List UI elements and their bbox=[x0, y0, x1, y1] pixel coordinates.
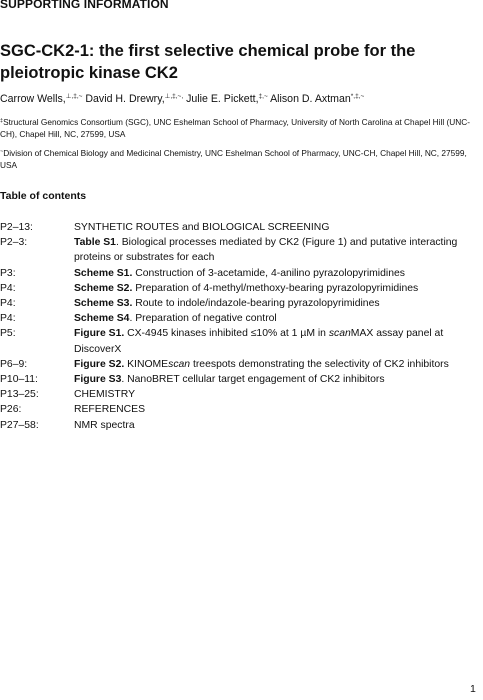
toc-entry bbox=[0, 220, 478, 235]
toc-entry bbox=[0, 281, 478, 296]
toc-text: Construction of 3-acetamide, 4-anilino pyrazolopyrimidines bbox=[132, 267, 405, 279]
toc-description bbox=[74, 357, 478, 372]
toc-page-range: P13–25: bbox=[0, 389, 39, 401]
toc-description bbox=[74, 266, 478, 281]
toc-item-label: Scheme S3. bbox=[74, 298, 133, 310]
toc-item-label: Table S1 bbox=[74, 237, 116, 249]
toc-item-label: Figure S1. bbox=[74, 328, 125, 340]
author-affiliation-marks: *,‡,~ bbox=[350, 93, 365, 100]
article-title: SGC-CK2-1: the first selective chemical probe for the pleiotropic kinase CK2 bbox=[0, 42, 416, 82]
toc-page-range: P10–11: bbox=[0, 374, 38, 386]
toc-page-range: P5: bbox=[0, 328, 16, 340]
toc-text: KINOME bbox=[124, 358, 169, 370]
author-name: Carrow Wells, bbox=[0, 93, 66, 105]
toc-page-range: P27–58: bbox=[0, 419, 39, 431]
toc-item-label: Scheme S1. bbox=[74, 267, 133, 279]
toc-italic-text: scan bbox=[168, 358, 191, 370]
toc-text: treespots demonstrating the selectivity of CK2 inhibitors bbox=[190, 358, 449, 370]
toc-page-range: P4: bbox=[0, 313, 16, 325]
toc-entry bbox=[0, 326, 478, 356]
toc-page-range: P4: bbox=[0, 298, 16, 310]
toc-item-label: Figure S3 bbox=[74, 374, 122, 386]
affiliation-sgc bbox=[0, 116, 478, 140]
toc-text: REFERENCES bbox=[74, 404, 146, 416]
toc-page-range: P2–13: bbox=[0, 222, 33, 233]
toc-entry bbox=[0, 418, 478, 433]
toc-entry bbox=[0, 235, 478, 265]
toc-entry bbox=[0, 357, 478, 372]
affiliation-text: Division of Chemical Biology and Medicinal Chemistry, UNC Eshelman School of Pharmacy, UNC-CH, Chapel Hill, NC, 27599, USA bbox=[0, 148, 467, 170]
toc-item-label: Scheme S4 bbox=[74, 313, 130, 325]
toc-description bbox=[74, 372, 478, 387]
toc-item-label: Figure S2. bbox=[74, 358, 125, 370]
author-name: Julie E. Pickett, bbox=[186, 93, 259, 105]
toc-text: . Preparation of negative control bbox=[129, 313, 277, 325]
toc-description bbox=[74, 387, 478, 402]
toc-page-range: P4: bbox=[0, 282, 16, 294]
toc-description bbox=[74, 311, 478, 326]
toc-heading: Table of contents bbox=[0, 190, 87, 202]
toc-text: . NanoBRET cellular target engagement of CK2 inhibitors bbox=[121, 374, 385, 386]
toc-entry bbox=[0, 372, 478, 387]
toc-page-range: P3: bbox=[0, 267, 16, 279]
toc-description bbox=[74, 326, 478, 356]
toc-entry bbox=[0, 266, 478, 281]
toc-text: NMR spectra bbox=[74, 419, 135, 431]
toc-entry bbox=[0, 387, 478, 402]
toc-entry bbox=[0, 296, 478, 311]
author-affiliation-marks: ‡,~ bbox=[258, 93, 268, 100]
toc-description bbox=[74, 296, 478, 311]
toc-text: CHEMISTRY bbox=[74, 389, 136, 401]
toc-text: SYNTHETIC ROUTES and BIOLOGICAL SCREENING bbox=[74, 222, 330, 233]
toc-italic-text: scan bbox=[328, 328, 351, 340]
toc-text: CX-4945 kinases inhibited ≤10% at 1 µM in bbox=[124, 328, 329, 340]
toc-text: . Biological processes mediated by CK2 (Figure 1) and putative interacting proteins or substrates for each bbox=[74, 237, 458, 264]
toc-entry bbox=[0, 311, 478, 326]
author-affiliation-marks: ⊥,‡,~ bbox=[65, 93, 83, 100]
toc-description bbox=[74, 220, 478, 235]
author-name: Alison D. Axtman bbox=[270, 93, 351, 105]
toc-description bbox=[74, 402, 478, 417]
affiliation-mark: ~ bbox=[0, 149, 4, 155]
toc-page-range: P6–9: bbox=[0, 358, 28, 370]
author-list bbox=[0, 92, 480, 106]
toc-text: MAX assay panel at DiscoverX bbox=[74, 328, 444, 355]
toc-description bbox=[74, 418, 478, 433]
affiliation-text: Structural Genomics Consortium (SGC), UNC Eshelman School of Pharmacy, University of North Carolina at Chapel Hill (UNC-CH), Chapel Hill, NC, 27599, USA bbox=[0, 117, 470, 139]
toc-description bbox=[74, 235, 478, 265]
affiliation-mark: ‡ bbox=[0, 118, 4, 124]
toc-text: Preparation of 4-methyl/methoxy-bearing pyrazolopyrimidines bbox=[132, 282, 419, 294]
author-name: David H. Drewry, bbox=[85, 93, 165, 105]
toc-page-range: P26: bbox=[0, 404, 22, 416]
table-of-contents bbox=[0, 220, 478, 433]
toc-item-label: Scheme S2. bbox=[74, 282, 133, 294]
affiliation-division bbox=[0, 147, 478, 171]
toc-description bbox=[74, 281, 478, 296]
supporting-information-label: SUPPORTING INFORMATION bbox=[0, 0, 169, 11]
page-number: 1 bbox=[470, 683, 476, 695]
author-affiliation-marks: ⊥,‡,~, bbox=[164, 93, 184, 100]
toc-page-range: P2–3: bbox=[0, 237, 28, 249]
toc-entry bbox=[0, 402, 478, 417]
toc-text: Route to indole/indazole-bearing pyrazolopyrimidines bbox=[132, 298, 380, 310]
